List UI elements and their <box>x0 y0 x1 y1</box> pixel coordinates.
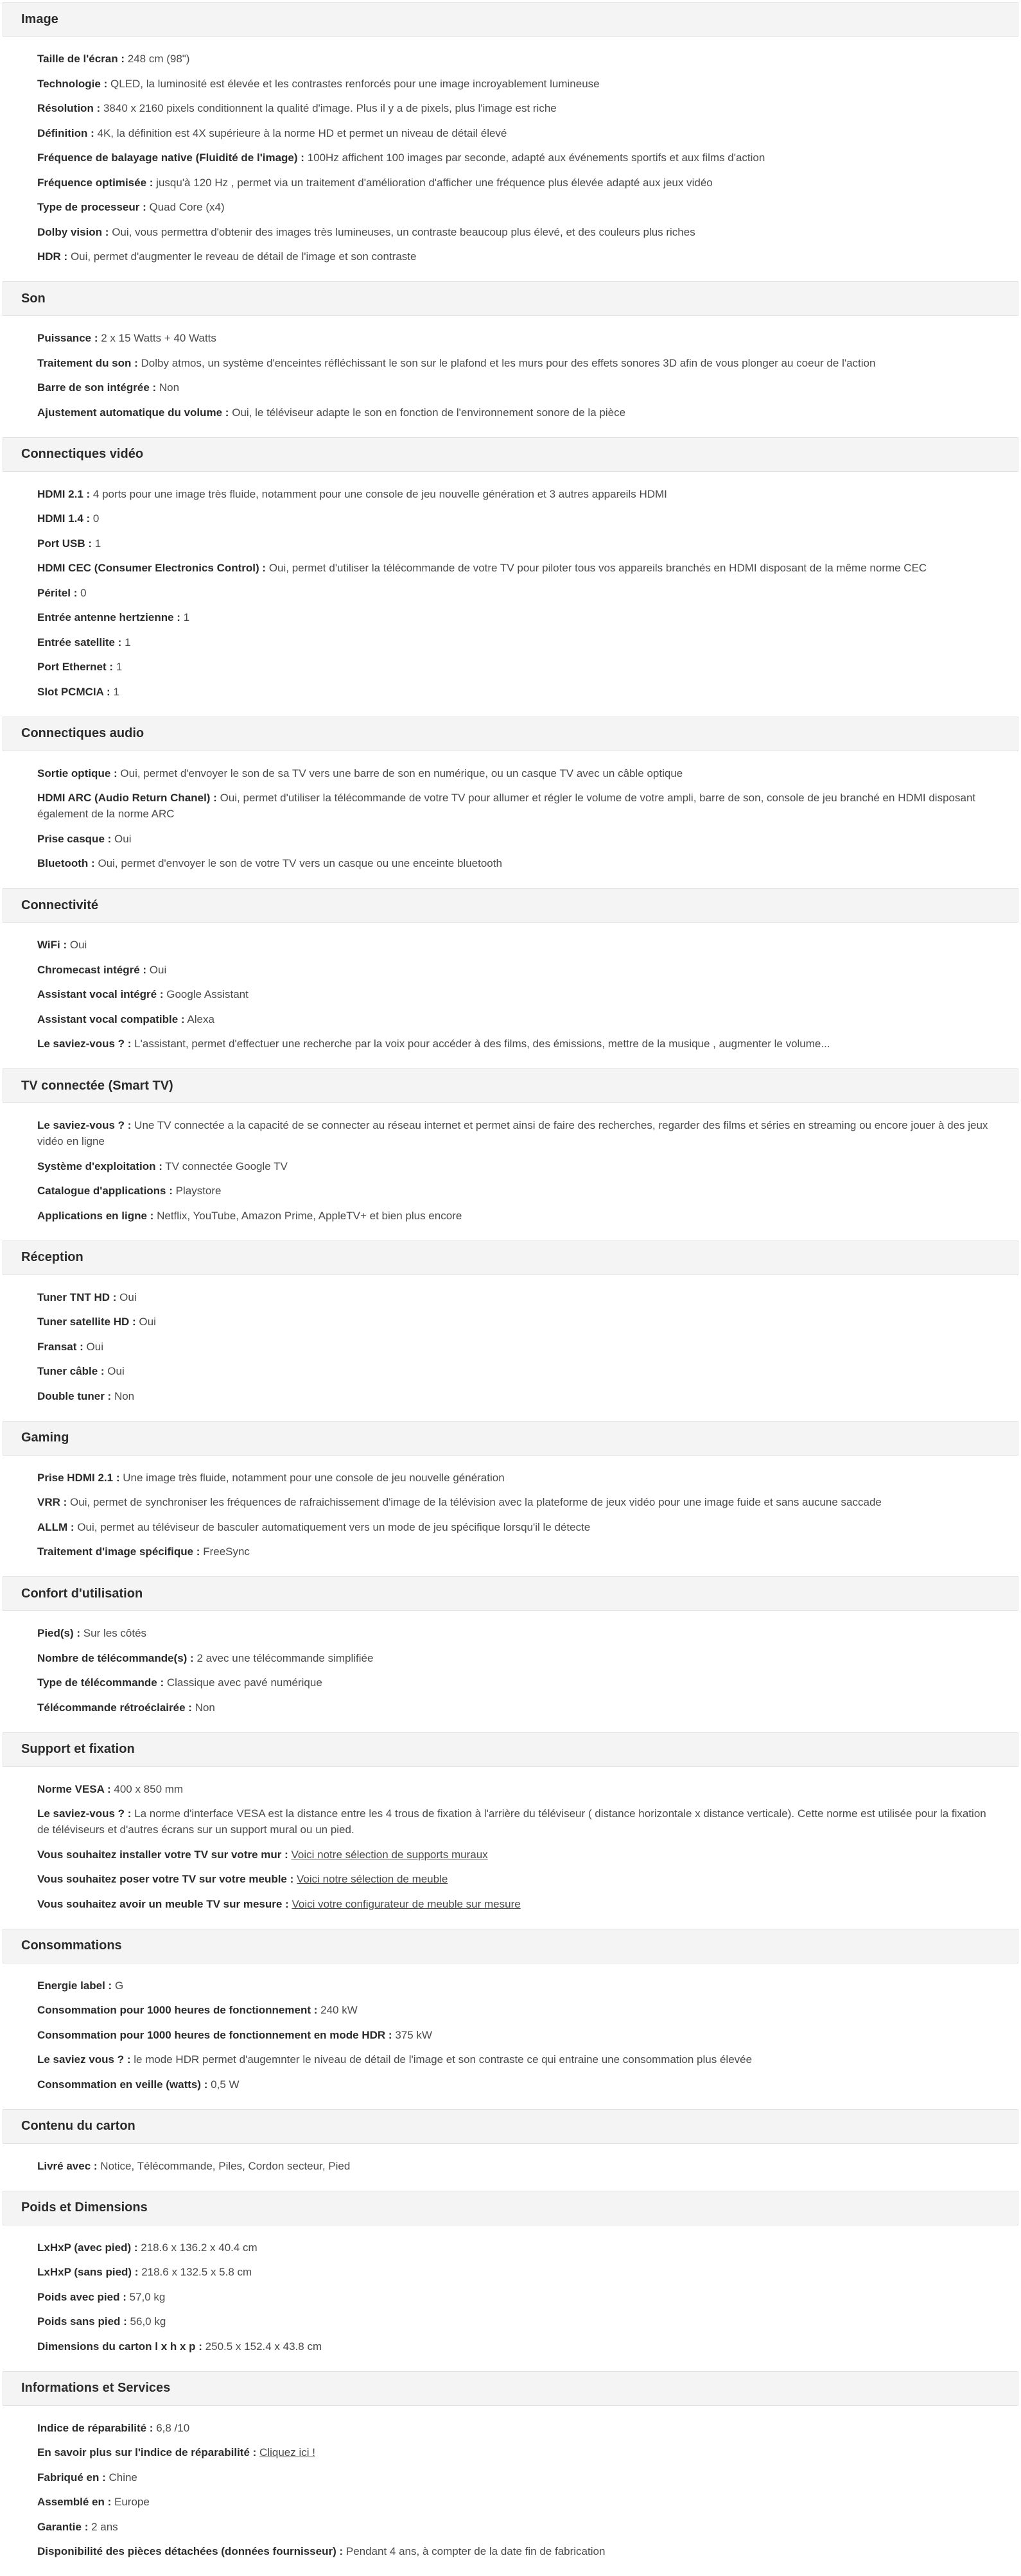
spec-row <box>37 2469 1018 2485</box>
spec-list <box>3 316 1018 437</box>
spec-row <box>37 355 1018 371</box>
spec-label: Vous souhaitez installer votre TV sur votre mur : <box>37 1849 288 1861</box>
spec-row <box>37 330 1018 346</box>
spec-label: Double tuner : <box>37 1390 111 1402</box>
spec-row <box>37 486 1018 502</box>
spec-list <box>3 1456 1018 1577</box>
spec-row <box>37 2264 1018 2280</box>
spec-label: Sortie optique : <box>37 767 118 779</box>
spec-row <box>37 1036 1018 1052</box>
spec-list <box>3 2225 1018 2371</box>
spec-label: Poids sans pied : <box>37 2315 127 2328</box>
spec-value: 1 <box>113 686 119 698</box>
spec-value: TV connectée Google TV <box>165 1160 288 1172</box>
spec-row <box>37 1519 1018 1535</box>
spec-value: Oui <box>70 939 87 951</box>
spec-label: Traitement du son : <box>37 357 138 369</box>
spec-label: Consommation pour 1000 heures de fonctionnement en mode HDR : <box>37 2029 392 2041</box>
spec-label: Garantie : <box>37 2521 88 2533</box>
spec-label: VRR : <box>37 1496 67 1508</box>
spec-row <box>37 1871 1018 1887</box>
spec-label: Entrée antenne hertzienne : <box>37 611 180 623</box>
spec-value: Oui, le téléviseur adapte le son en fonction de l'environnement sonore de la pièce <box>232 406 625 419</box>
spec-row <box>37 100 1018 116</box>
spec-section <box>3 1068 1018 1240</box>
spec-label: Technologie : <box>37 78 107 90</box>
spec-label: HDMI CEC (Consumer Electronics Control) : <box>37 562 266 574</box>
spec-row <box>37 1675 1018 1691</box>
spec-row <box>37 560 1018 576</box>
spec-label: Télécommande rétroéclairée : <box>37 1701 192 1714</box>
spec-row <box>37 1363 1018 1379</box>
spec-value: 56,0 kg <box>130 2315 166 2328</box>
spec-value: Alexa <box>187 1013 214 1025</box>
spec-value: 57,0 kg <box>130 2291 166 2303</box>
spec-value: 6,8 /10 <box>156 2422 189 2434</box>
spec-value: 4 ports pour une image très fluide, notamment pour une console de jeu nouvelle génération et 3 autres appareils HDMI <box>93 488 667 500</box>
spec-label: Tuner câble : <box>37 1365 105 1377</box>
spec-list <box>3 751 1018 889</box>
spec-row <box>37 2158 1018 2174</box>
spec-label: Définition : <box>37 127 94 139</box>
spec-label: Type de télécommande : <box>37 1676 164 1689</box>
spec-label: Résolution : <box>37 102 100 114</box>
spec-list <box>3 472 1018 717</box>
spec-label: En savoir plus sur l'indice de réparabilité : <box>37 2446 256 2459</box>
spec-value: Oui, permet d'envoyer le son de votre TV vers un casque ou une enceinte bluetooth <box>98 857 502 869</box>
spec-value: Oui <box>119 1291 136 1303</box>
spec-label: HDMI ARC (Audio Return Chanel) : <box>37 792 217 804</box>
spec-value: Une image très fluide, notamment pour une console de jeu nouvelle génération <box>123 1472 504 1484</box>
spec-label: Energie label : <box>37 1980 112 1992</box>
spec-label: Tuner TNT HD : <box>37 1291 116 1303</box>
spec-value: Non <box>195 1701 215 1714</box>
spec-label: Poids avec pied : <box>37 2291 127 2303</box>
spec-label: Slot PCMCIA : <box>37 686 110 698</box>
spec-row <box>37 76 1018 92</box>
spec-row <box>37 1700 1018 1716</box>
spec-value: 2 x 15 Watts + 40 Watts <box>101 332 216 344</box>
spec-label: Barre de son intégrée : <box>37 381 156 394</box>
spec-value: Oui <box>114 833 131 845</box>
spec-row <box>37 1388 1018 1404</box>
spec-value: Google Assistant <box>166 988 249 1000</box>
spec-row <box>37 199 1018 215</box>
spec-list <box>3 37 1018 281</box>
section-title: Informations et Services <box>3 2371 1018 2406</box>
spec-label: Chromecast intégré : <box>37 964 146 976</box>
section-title: TV connectée (Smart TV) <box>3 1068 1018 1103</box>
section-title: Réception <box>3 1240 1018 1275</box>
spec-list <box>3 923 1018 1068</box>
section-title: Image <box>3 2 1018 37</box>
spec-row <box>37 1314 1018 1330</box>
spec-label: HDR : <box>37 250 67 263</box>
spec-row <box>37 150 1018 166</box>
spec-value: Pendant 4 ans, à compter de la date fin de fabrication <box>346 2545 606 2557</box>
spec-value: 250.5 x 152.4 x 43.8 cm <box>205 2340 322 2353</box>
spec-label: Consommation en veille (watts) : <box>37 2078 207 2091</box>
spec-label: HDMI 1.4 : <box>37 512 90 525</box>
spec-list <box>3 1767 1018 1929</box>
spec-row <box>37 1544 1018 1560</box>
section-title: Consommations <box>3 1929 1018 1963</box>
spec-list <box>3 1275 1018 1421</box>
spec-label: Fréquence de balayage native (Fluidité de l'image) : <box>37 152 304 164</box>
section-title: Connectiques vidéo <box>3 437 1018 472</box>
spec-label: Fransat : <box>37 1341 83 1353</box>
spec-value: La norme d'interface VESA est la distance entre les 4 trous de fixation à l'arrière du téléviseur ( distance horizontale x distance verticale). Cette norme est utilisée pour la fixation de téléviseurs et d'autres écrans sur un support mural ou un pied. <box>37 1807 986 1836</box>
section-title: Poids et Dimensions <box>3 2191 1018 2225</box>
spec-label: Le saviez vous ? : <box>37 2053 131 2066</box>
spec-label: Vous souhaitez poser votre TV sur votre meuble : <box>37 1873 293 1885</box>
spec-row <box>37 684 1018 700</box>
spec-row <box>37 609 1018 625</box>
spec-value: 100Hz affichent 100 images par seconde, adapté aux événements sportifs et aux films d'action <box>308 152 765 164</box>
spec-value: Netflix, YouTube, Amazon Prime, AppleTV+ et bien plus encore <box>157 1210 462 1222</box>
spec-value: 1 <box>95 537 101 550</box>
spec-label: Taille de l'écran : <box>37 53 125 65</box>
spec-row <box>37 125 1018 141</box>
spec-label: Applications en ligne : <box>37 1210 153 1222</box>
spec-label: Fabriqué en : <box>37 2471 106 2484</box>
spec-label: HDMI 2.1 : <box>37 488 90 500</box>
spec-row <box>37 2051 1018 2067</box>
spec-label: Prise casque : <box>37 833 111 845</box>
spec-value: Chine <box>109 2471 137 2484</box>
spec-list <box>3 2406 1018 2576</box>
spec-value <box>297 1873 448 1885</box>
section-title: Connectivité <box>3 888 1018 923</box>
spec-row <box>37 1289 1018 1305</box>
spec-row <box>37 405 1018 421</box>
spec-value: Quad Core (x4) <box>149 201 224 213</box>
spec-row <box>37 2002 1018 2018</box>
spec-value: 1 <box>125 636 130 648</box>
spec-value: le mode HDR permet d'augemnter le niveau de détail de l'image et son contraste ce qui entraine une consommation plus élevée <box>134 2053 752 2066</box>
spec-value <box>259 2446 315 2459</box>
spec-row <box>37 634 1018 650</box>
spec-row <box>37 1470 1018 1486</box>
spec-value: Non <box>159 381 179 394</box>
spec-label: Assistant vocal compatible : <box>37 1013 185 1025</box>
section-title: Son <box>3 281 1018 316</box>
spec-row <box>37 1625 1018 1641</box>
spec-value: 400 x 850 mm <box>114 1783 183 1795</box>
spec-value: QLED, la luminosité est élevée et les contrastes renforcés pour une image incroyablement lumineuse <box>110 78 600 90</box>
spec-label: ALLM : <box>37 1521 74 1533</box>
spec-link[interactable]: Voici notre sélection de meuble <box>297 1873 448 1885</box>
spec-section <box>3 281 1018 437</box>
spec-label: Traitement d'image spécifique : <box>37 1545 200 1558</box>
spec-value <box>292 1849 488 1861</box>
spec-label: Le saviez-vous ? : <box>37 1119 131 1131</box>
spec-row <box>37 937 1018 953</box>
spec-value: Oui <box>139 1316 155 1328</box>
spec-value: 218.6 x 132.5 x 5.8 cm <box>141 2266 252 2278</box>
spec-section <box>3 2109 1018 2191</box>
section-title: Contenu du carton <box>3 2109 1018 2144</box>
spec-label: WiFi : <box>37 939 67 951</box>
spec-row <box>37 831 1018 847</box>
spec-value: L'assistant, permet d'effectuer une recherche par la voix pour accéder à des films, des émissions, mettre de la musique , augmenter le volume... <box>134 1038 830 1050</box>
spec-label: Tuner satellite HD : <box>37 1316 136 1328</box>
spec-row <box>37 1494 1018 1510</box>
spec-value: Non <box>114 1390 134 1402</box>
spec-section <box>3 717 1018 889</box>
spec-label: Disponibilité des pièces détachées (données fournisseur) : <box>37 2545 343 2557</box>
spec-label: Catalogue d'applications : <box>37 1185 173 1197</box>
spec-row <box>37 1117 1018 1149</box>
spec-row <box>37 1208 1018 1224</box>
spec-section <box>3 2 1018 281</box>
spec-row <box>37 1978 1018 1994</box>
spec-value: Notice, Télécommande, Piles, Cordon secteur, Pied <box>100 2160 350 2172</box>
spec-list <box>3 1103 1018 1240</box>
spec-section <box>3 1576 1018 1732</box>
spec-value: 240 kW <box>320 2004 358 2016</box>
section-title: Confort d'utilisation <box>3 1576 1018 1611</box>
spec-value: 2 avec une télécommande simplifiée <box>196 1652 373 1664</box>
spec-value: 0,5 W <box>211 2078 239 2091</box>
spec-value: Europe <box>114 2496 150 2508</box>
spec-label: Nombre de télécommande(s) : <box>37 1652 194 1664</box>
spec-row <box>37 765 1018 781</box>
spec-value: 0 <box>93 512 99 525</box>
spec-list <box>3 1611 1018 1732</box>
spec-value: Dolby atmos, un système d'enceintes réfléchissant le son sur le plafond et les murs pour des effets sonores 3D afin de vous plonger au coeur de l'action <box>141 357 876 369</box>
spec-row <box>37 2420 1018 2436</box>
spec-section <box>3 2191 1018 2371</box>
spec-label: Norme VESA : <box>37 1783 111 1795</box>
spec-value: 3840 x 2160 pixels conditionnent la qualité d'image. Plus il y a de pixels, plus l'image est riche <box>103 102 557 114</box>
spec-row <box>37 1183 1018 1199</box>
spec-label: Fréquence optimisée : <box>37 177 153 189</box>
spec-value: 0 <box>80 587 86 599</box>
spec-row <box>37 585 1018 601</box>
spec-value: 375 kW <box>395 2029 432 2041</box>
spec-row <box>37 986 1018 1002</box>
spec-label: Système d'exploitation : <box>37 1160 162 1172</box>
spec-row <box>37 1011 1018 1027</box>
spec-section <box>3 1240 1018 1421</box>
spec-value: 1 <box>116 661 122 673</box>
spec-row <box>37 1158 1018 1174</box>
spec-value: Playstore <box>176 1185 222 1197</box>
spec-label: Port Ethernet : <box>37 661 113 673</box>
spec-list <box>3 2144 1018 2191</box>
spec-value: Oui, vous permettra d'obtenir des images très lumineuses, un contraste beaucoup plus élevé, et des couleurs plus riches <box>112 226 695 238</box>
spec-label: Consommation pour 1000 heures de fonctionnement : <box>37 2004 317 2016</box>
spec-value: Une TV connectée a la capacité de se connecter au réseau internet et permet ainsi de faire des recherches, regarder des films et séries en streaming ou encore jouer à des jeux vidéo en ligne <box>37 1119 988 1147</box>
spec-link[interactable]: Voici notre sélection de supports muraux <box>292 1849 488 1861</box>
spec-label: Péritel : <box>37 587 77 599</box>
spec-value: 1 <box>184 611 189 623</box>
spec-row <box>37 2519 1018 2535</box>
spec-value: 248 cm (98") <box>128 53 190 65</box>
spec-value: Oui, permet d'utiliser la télécommande de votre TV pour piloter tous vos appareils branchés en HDMI disposant de la même norme CEC <box>269 562 927 574</box>
spec-row <box>37 2494 1018 2510</box>
spec-label: Assistant vocal intégré : <box>37 988 164 1000</box>
spec-value: Oui <box>107 1365 124 1377</box>
spec-row <box>37 659 1018 675</box>
spec-link[interactable]: Cliquez ici ! <box>259 2446 315 2459</box>
spec-label: Dolby vision : <box>37 226 109 238</box>
spec-value: 2 ans <box>91 2521 118 2533</box>
spec-row <box>37 2313 1018 2329</box>
spec-row <box>37 535 1018 552</box>
spec-label: Livré avec : <box>37 2160 98 2172</box>
spec-value: G <box>115 1980 123 1992</box>
spec-row <box>37 1847 1018 1863</box>
spec-value: Oui, permet au téléviseur de basculer automatiquement vers un mode de jeu spécifique lorsqu'il le détecte <box>77 1521 590 1533</box>
section-title: Support et fixation <box>3 1732 1018 1767</box>
spec-row <box>37 510 1018 527</box>
spec-label: Le saviez-vous ? : <box>37 1038 131 1050</box>
spec-row <box>37 1806 1018 1838</box>
spec-section <box>3 437 1018 717</box>
spec-row <box>37 2240 1018 2256</box>
spec-label: Le saviez-vous ? : <box>37 1807 131 1820</box>
spec-row <box>37 2076 1018 2093</box>
spec-label: LxHxP (sans pied) : <box>37 2266 138 2278</box>
section-title: Gaming <box>3 1421 1018 1456</box>
spec-value: Oui <box>150 964 166 976</box>
spec-value: 4K, la définition est 4X supérieure à la norme HD et permet un niveau de détail élevé <box>98 127 507 139</box>
spec-row <box>37 175 1018 191</box>
spec-section <box>3 888 1018 1068</box>
spec-row <box>37 2289 1018 2305</box>
spec-row <box>37 1896 1018 1912</box>
spec-link[interactable]: Voici votre configurateur de meuble sur mesure <box>292 1898 520 1910</box>
spec-row <box>37 51 1018 67</box>
spec-value: Oui, permet d'utiliser la télécommande de votre TV pour allumer et régler le volume de votre ampli, barre de son, console de jeu branché en HDMI disposant également de la norme ARC <box>37 792 975 820</box>
spec-label: Dimensions du carton l x h x p : <box>37 2340 202 2353</box>
spec-row <box>37 1781 1018 1797</box>
spec-list <box>3 1963 1018 2109</box>
spec-value: Oui, permet d'envoyer le son de sa TV vers une barre de son en numérique, ou un casque TV avec un câble optique <box>120 767 683 779</box>
spec-row <box>37 224 1018 240</box>
spec-row <box>37 855 1018 871</box>
spec-row <box>37 2027 1018 2043</box>
spec-label: Pied(s) : <box>37 1627 80 1639</box>
spec-row <box>37 1650 1018 1666</box>
spec-value: Oui <box>87 1341 103 1353</box>
spec-row <box>37 248 1018 265</box>
spec-label: Prise HDMI 2.1 : <box>37 1472 120 1484</box>
spec-value <box>292 1898 520 1910</box>
spec-row <box>37 2338 1018 2354</box>
spec-value: Oui, permet d'augmenter le reveau de détail de l'image et son contraste <box>71 250 417 263</box>
spec-row <box>37 962 1018 978</box>
spec-section <box>3 1732 1018 1929</box>
spec-label: Entrée satellite : <box>37 636 121 648</box>
spec-label: Assemblé en : <box>37 2496 111 2508</box>
spec-row <box>37 1339 1018 1355</box>
spec-label: Type de processeur : <box>37 201 146 213</box>
spec-section <box>3 2371 1018 2576</box>
spec-row <box>37 790 1018 822</box>
spec-value: Oui, permet de synchroniser les fréquences de rafraichissement d'image de la télévision avec la plateforme de jeux vidéo pour une image fuide et sans aucune saccade <box>70 1496 882 1508</box>
spec-label: LxHxP (avec pied) : <box>37 2241 138 2254</box>
spec-section <box>3 1929 1018 2109</box>
spec-row <box>37 379 1018 396</box>
spec-label: Indice de réparabilité : <box>37 2422 153 2434</box>
spec-label: Port USB : <box>37 537 92 550</box>
spec-value: FreeSync <box>203 1545 250 1558</box>
spec-value: Classique avec pavé numérique <box>167 1676 322 1689</box>
spec-value: jusqu'à 120 Hz , permet via un traitement d'amélioration d'afficher une fréquence plus élevée adapté aux jeux vidéo <box>156 177 713 189</box>
spec-label: Vous souhaitez avoir un meuble TV sur mesure : <box>37 1898 289 1910</box>
spec-label: Puissance : <box>37 332 98 344</box>
spec-value: 218.6 x 136.2 x 40.4 cm <box>141 2241 257 2254</box>
spec-section <box>3 1421 1018 1577</box>
spec-label: Bluetooth : <box>37 857 95 869</box>
spec-value: Sur les côtés <box>83 1627 146 1639</box>
section-title: Connectiques audio <box>3 717 1018 751</box>
spec-row <box>37 2444 1018 2460</box>
spec-label: Ajustement automatique du volume : <box>37 406 229 419</box>
